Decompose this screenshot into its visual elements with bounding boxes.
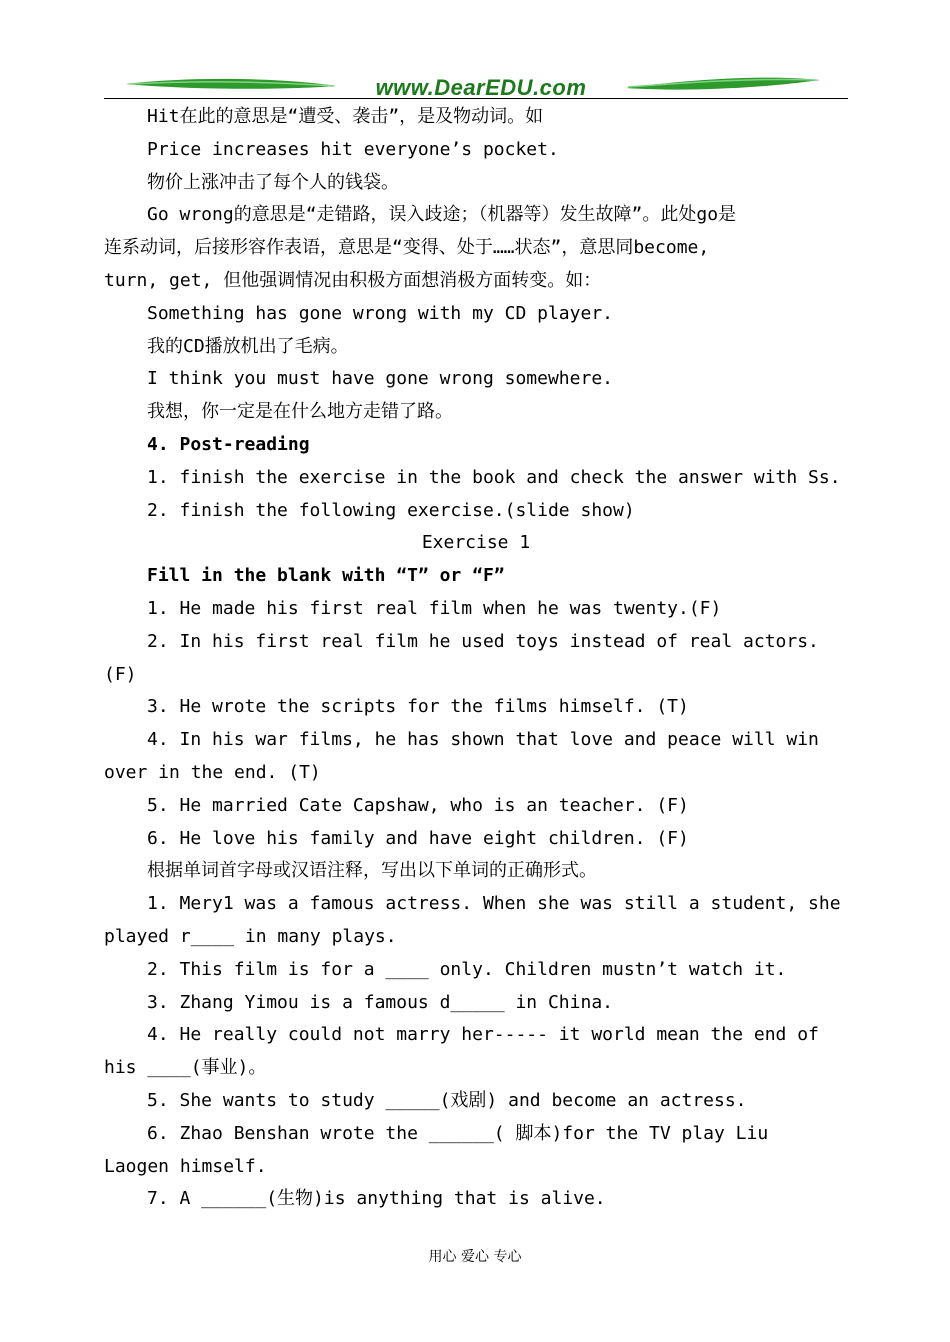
text-line: 根据单词首字母或汉语注释，写出以下单词的正确形式。 bbox=[147, 860, 597, 882]
text-line: 3. He wrote the scripts for the films himself. (T) bbox=[147, 696, 689, 718]
text-line: 2. In his first real film he used toys instead of real actors. bbox=[147, 630, 819, 652]
text-line: Something has gone wrong with my CD player. bbox=[147, 302, 613, 324]
text-line: over in the end. (T) bbox=[104, 761, 321, 783]
text-line: I think you must have gone wrong somewhere. bbox=[147, 368, 613, 390]
text-line: 7. A ______(生物)is anything that is alive. bbox=[147, 1188, 606, 1210]
text-line: 我的CD播放机出了毛病。 bbox=[147, 335, 349, 357]
text-line: 2. finish the following exercise.(slide show) bbox=[147, 499, 635, 521]
section-heading: Fill in the blank with “T” or “F” bbox=[147, 565, 505, 587]
text-line: his ____(事业)。 bbox=[104, 1057, 267, 1079]
text-line: 6. He love his family and have eight children. (F) bbox=[147, 827, 689, 849]
text-line: 4. He really could not marry her----- it world mean the end of bbox=[147, 1024, 819, 1046]
text-line: 6. Zhao Benshan wrote the ______( 脚本)for the TV play Liu bbox=[147, 1122, 769, 1144]
text-line: 5. She wants to study _____(戏剧) and become an actress. bbox=[147, 1089, 747, 1111]
page-footer: 用心 爱心 专心 bbox=[428, 1249, 522, 1265]
text-line: turn, get, 但他强调情况由积极方面想消极方面转变。如： bbox=[104, 269, 602, 291]
document-body bbox=[104, 101, 848, 1216]
text-line: 2. This film is for a ____ only. Children mustn’t watch it. bbox=[147, 958, 787, 980]
text-line: 4. In his war films, he has shown that love and peace will win bbox=[147, 729, 819, 751]
text-line: 物价上涨冲击了每个人的钱袋。 bbox=[147, 171, 399, 193]
text-line: 1. He made his first real film when he was twenty.(F) bbox=[147, 597, 722, 619]
text-line: Go wrong的意思是“走错路，误入歧途；（机器等）发生故障”。此处go是 bbox=[147, 204, 737, 226]
site-header bbox=[104, 74, 848, 104]
section-heading: 4. Post-reading bbox=[147, 433, 310, 455]
header-rule bbox=[104, 98, 848, 99]
text-line: 连系动词，后接形容作表语，意思是“变得、处于……状态”，意思同become, bbox=[104, 237, 710, 259]
text-line: Hit在此的意思是“遭受、袭击”，是及物动词。如 bbox=[147, 106, 544, 127]
text-line: 5. He married Cate Capshaw, who is an teacher. (F) bbox=[147, 794, 689, 816]
text-line: (F) bbox=[104, 663, 137, 685]
text-line: Price increases hit everyone’s pocket. bbox=[147, 138, 559, 160]
text-line: 1. Mery1 was a famous actress. When she was still a student, she bbox=[147, 893, 841, 915]
text-line: 3. Zhang Yimou is a famous d_____ in China. bbox=[147, 991, 613, 1013]
text-line: 1. finish the exercise in the book and check the answer with Ss. bbox=[147, 466, 841, 488]
text-line: Laogen himself. bbox=[104, 1155, 267, 1177]
text-line: 我想，你一定是在什么地方走错了路。 bbox=[147, 401, 453, 423]
site-logo[interactable]: www.DearEDU.com bbox=[375, 75, 587, 100]
text-line: played r____ in many plays. bbox=[104, 925, 397, 947]
exercise-heading: Exercise 1 bbox=[421, 532, 531, 554]
